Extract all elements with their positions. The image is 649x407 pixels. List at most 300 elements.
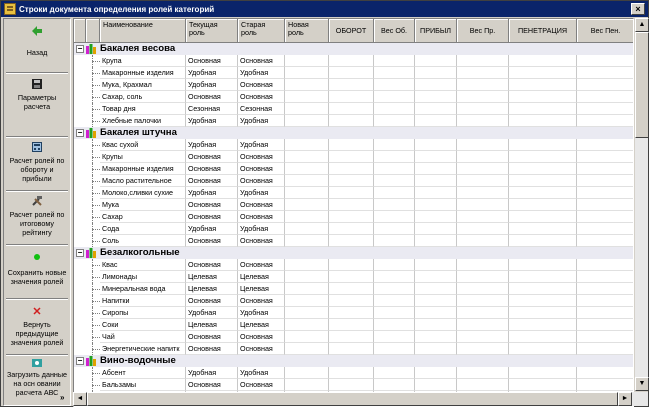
- back-label: Назад: [26, 48, 48, 57]
- tree-connector: [74, 259, 100, 271]
- header-old-role[interactable]: Старая роль: [238, 19, 285, 43]
- group-row[interactable]: [74, 247, 634, 259]
- cell-profit: [415, 283, 457, 295]
- cell-penetration-weight: [577, 115, 634, 127]
- cell-turnover-weight: [374, 175, 415, 187]
- cell-profit: [415, 67, 457, 79]
- cell-profit: [415, 151, 457, 163]
- cell-turnover: [329, 211, 374, 223]
- cell-penetration-weight: [577, 175, 634, 187]
- cell-name: Масло растительное: [100, 175, 186, 187]
- cell-penetration-weight: [577, 211, 634, 223]
- sidebar: [3, 18, 71, 406]
- table-row[interactable]: [74, 367, 634, 379]
- cell-profit: [415, 295, 457, 307]
- cell-current-role: Удобная: [186, 139, 238, 151]
- cell-old-role: Основная: [238, 199, 285, 211]
- table-row[interactable]: [74, 115, 634, 127]
- group-name: Бакалея штучна: [100, 127, 177, 138]
- header-tree: [86, 19, 100, 43]
- cell-turnover: [329, 283, 374, 295]
- cell-penetration-weight: [577, 295, 634, 307]
- cell-turnover-weight: [374, 319, 415, 331]
- cell-current-role: Основная: [186, 295, 238, 307]
- cell-name: Молоко,сливки сухие: [100, 187, 186, 199]
- cell-penetration-weight: [577, 343, 634, 355]
- cell-penetration-weight: [577, 367, 634, 379]
- table-row[interactable]: [74, 223, 634, 235]
- collapse-toggle[interactable]: −: [77, 128, 83, 137]
- group-row[interactable]: [74, 127, 634, 139]
- cell-turnover: [329, 343, 374, 355]
- cell-current-role: Основная: [186, 55, 238, 67]
- cell-penetration: [509, 235, 577, 247]
- cell-penetration: [509, 331, 577, 343]
- cell-penetration-weight: [577, 163, 634, 175]
- cell-profit-weight: [457, 187, 509, 199]
- cell-turnover-weight: [374, 67, 415, 79]
- cell-profit: [415, 343, 457, 355]
- cell-turnover: [329, 223, 374, 235]
- tree-connector: [74, 103, 100, 115]
- header-new-role[interactable]: Новая роль: [285, 19, 329, 43]
- cell-old-role: Удобная: [238, 139, 285, 151]
- cell-current-role: Основная: [186, 163, 238, 175]
- cell-current-role: Целевая: [186, 271, 238, 283]
- tree-connector: [74, 139, 100, 151]
- cell-new-role[interactable]: [285, 175, 329, 187]
- header-name[interactable]: Наименование: [100, 19, 186, 43]
- cell-turnover-weight: [374, 259, 415, 271]
- cell-profit: [415, 187, 457, 199]
- cell-profit: [415, 307, 457, 319]
- cell-penetration-weight: [577, 259, 634, 271]
- cell-old-role: Основная: [238, 79, 285, 91]
- table-row[interactable]: [74, 379, 634, 391]
- cell-name: Макаронные изделия: [100, 67, 186, 79]
- cell-penetration-weight: [577, 103, 634, 115]
- tree-connector: [74, 175, 100, 187]
- cell-current-role: Удобная: [186, 367, 238, 379]
- cell-name: Энергетические напитк: [100, 343, 186, 355]
- cell-penetration: [509, 91, 577, 103]
- cell-old-role: Удобная: [238, 67, 285, 79]
- table-row[interactable]: [74, 163, 634, 175]
- cell-new-role[interactable]: [285, 67, 329, 79]
- header-profit[interactable]: ПРИБЫЛ: [415, 19, 457, 43]
- cell-profit: [415, 139, 457, 151]
- cell-turnover: [329, 139, 374, 151]
- cell-turnover-weight: [374, 343, 415, 355]
- table-row[interactable]: [74, 67, 634, 79]
- table-row[interactable]: [74, 175, 634, 187]
- cell-new-role[interactable]: [285, 115, 329, 127]
- cell-turnover-weight: [374, 283, 415, 295]
- cell-old-role: Основная: [238, 211, 285, 223]
- cell-penetration: [509, 67, 577, 79]
- cell-name: Соль: [100, 235, 186, 247]
- table-row[interactable]: [74, 79, 634, 91]
- calc-turnover-label: Расчет ролей по обороту и прибыли: [9, 156, 65, 183]
- table-row[interactable]: [74, 295, 634, 307]
- table-row[interactable]: [74, 55, 634, 67]
- cell-new-role[interactable]: [285, 331, 329, 343]
- tree-connector: [74, 67, 100, 79]
- table-row[interactable]: [74, 151, 634, 163]
- cell-new-role[interactable]: [285, 79, 329, 91]
- table-row[interactable]: [74, 211, 634, 223]
- revert-roles-label: Вернуть предыдущие значения ролей: [10, 320, 64, 347]
- cell-current-role: Основная: [186, 175, 238, 187]
- cell-name: Чай: [100, 331, 186, 343]
- cell-penetration: [509, 151, 577, 163]
- params-label: Параметры расчета: [17, 93, 57, 111]
- vertical-scroll-thumb[interactable]: [635, 32, 649, 138]
- cell-new-role[interactable]: [285, 211, 329, 223]
- cell-turnover: [329, 199, 374, 211]
- cell-current-role: Сезонная: [186, 103, 238, 115]
- cell-profit: [415, 319, 457, 331]
- cell-profit-weight: [457, 79, 509, 91]
- category-icon: [86, 128, 96, 138]
- table-row[interactable]: [74, 283, 634, 295]
- cell-new-role[interactable]: [285, 283, 329, 295]
- cell-new-role[interactable]: [285, 151, 329, 163]
- cell-profit: [415, 235, 457, 247]
- cell-new-role[interactable]: [285, 307, 329, 319]
- expand-sidebar-button[interactable]: »: [60, 393, 65, 402]
- cell-name: Мука, Крахмал: [100, 79, 186, 91]
- cell-penetration: [509, 79, 577, 91]
- cell-penetration: [509, 295, 577, 307]
- cell-current-role: Удобная: [186, 223, 238, 235]
- cell-turnover-weight: [374, 307, 415, 319]
- cell-current-role: Основная: [186, 235, 238, 247]
- header-profit-weight[interactable]: Вес Пр.: [457, 19, 509, 43]
- cell-old-role: Основная: [238, 151, 285, 163]
- cell-new-role[interactable]: [285, 187, 329, 199]
- cell-new-role[interactable]: [285, 163, 329, 175]
- group-row[interactable]: [74, 43, 634, 55]
- cell-new-role[interactable]: [285, 319, 329, 331]
- header-current-role[interactable]: Текущая роль: [186, 19, 238, 43]
- cell-turnover: [329, 103, 374, 115]
- cell-penetration: [509, 223, 577, 235]
- cell-new-role[interactable]: [285, 199, 329, 211]
- tree-connector: [74, 163, 100, 175]
- cell-penetration-weight: [577, 319, 634, 331]
- scroll-up-button[interactable]: ▲: [635, 18, 649, 32]
- title-bar: [1, 1, 648, 17]
- save-roles-button[interactable]: [6, 247, 68, 299]
- tree-connector: [74, 307, 100, 319]
- cell-new-role[interactable]: [285, 379, 329, 391]
- cell-profit: [415, 79, 457, 91]
- red-x-icon: [32, 306, 42, 316]
- cell-profit-weight: [457, 367, 509, 379]
- tree-connector: [74, 283, 100, 295]
- load-abc-button[interactable]: [6, 357, 68, 397]
- tree-connector: [74, 211, 100, 223]
- table-row[interactable]: [74, 343, 634, 355]
- cell-old-role: Целевая: [238, 319, 285, 331]
- cell-new-role[interactable]: [285, 367, 329, 379]
- cell-current-role: Основная: [186, 331, 238, 343]
- cell-old-role: Основная: [238, 91, 285, 103]
- calc-rating-button[interactable]: [6, 193, 68, 245]
- collapse-toggle[interactable]: −: [77, 44, 83, 53]
- cell-old-role: Основная: [238, 331, 285, 343]
- params-button[interactable]: [6, 75, 68, 137]
- save-roles-label: Сохранить новые значения ролей: [7, 268, 67, 286]
- scroll-right-button[interactable]: ►: [618, 392, 632, 406]
- vertical-scrollbar[interactable]: [634, 18, 648, 391]
- cell-turnover-weight: [374, 103, 415, 115]
- cell-new-role[interactable]: [285, 103, 329, 115]
- cell-current-role: Удобная: [186, 307, 238, 319]
- table-row[interactable]: [74, 319, 634, 331]
- cell-penetration-weight: [577, 55, 634, 67]
- tree-connector: [74, 379, 100, 391]
- cell-old-role: Основная: [238, 379, 285, 391]
- cell-new-role[interactable]: [285, 271, 329, 283]
- cell-profit: [415, 259, 457, 271]
- cell-penetration: [509, 199, 577, 211]
- cell-penetration-weight: [577, 283, 634, 295]
- table-row[interactable]: [74, 199, 634, 211]
- cell-profit-weight: [457, 331, 509, 343]
- cell-old-role: Основная: [238, 295, 285, 307]
- cell-new-role[interactable]: [285, 55, 329, 67]
- cell-turnover: [329, 67, 374, 79]
- cell-penetration-weight: [577, 67, 634, 79]
- cell-turnover: [329, 235, 374, 247]
- table-row[interactable]: [74, 331, 634, 343]
- calc-turnover-button[interactable]: [6, 139, 68, 191]
- cell-turnover-weight: [374, 199, 415, 211]
- cell-penetration: [509, 103, 577, 115]
- cell-new-role[interactable]: [285, 139, 329, 151]
- tree-connector: [74, 271, 100, 283]
- cell-name: Макаронные изделия: [100, 163, 186, 175]
- cell-name: Сахар: [100, 211, 186, 223]
- cell-name: Соки: [100, 319, 186, 331]
- cell-profit-weight: [457, 151, 509, 163]
- cell-profit-weight: [457, 343, 509, 355]
- close-button[interactable]: ×: [631, 3, 645, 15]
- cell-penetration: [509, 283, 577, 295]
- cell-turnover-weight: [374, 151, 415, 163]
- cell-penetration-weight: [577, 271, 634, 283]
- cell-name: Бальзамы: [100, 379, 186, 391]
- table-row[interactable]: [74, 235, 634, 247]
- cell-penetration: [509, 379, 577, 391]
- grid-rows: [74, 43, 634, 403]
- cell-turnover-weight: [374, 223, 415, 235]
- tree-connector: [74, 91, 100, 103]
- cell-profit-weight: [457, 139, 509, 151]
- cell-penetration: [509, 163, 577, 175]
- cell-new-role[interactable]: [285, 223, 329, 235]
- cell-old-role: Удобная: [238, 115, 285, 127]
- cell-old-role: Удобная: [238, 187, 285, 199]
- cell-turnover-weight: [374, 331, 415, 343]
- cell-old-role: Удобная: [238, 307, 285, 319]
- cell-profit-weight: [457, 307, 509, 319]
- tree-connector: [74, 295, 100, 307]
- header-turnover-weight[interactable]: Вес Об.: [374, 19, 415, 43]
- cell-turnover-weight: [374, 295, 415, 307]
- cell-new-role[interactable]: [285, 343, 329, 355]
- cell-penetration: [509, 307, 577, 319]
- cell-turnover: [329, 259, 374, 271]
- cell-penetration-weight: [577, 379, 634, 391]
- cell-current-role: Основная: [186, 199, 238, 211]
- cell-old-role: Удобная: [238, 223, 285, 235]
- cell-new-role[interactable]: [285, 259, 329, 271]
- cell-profit: [415, 367, 457, 379]
- save-icon: [32, 79, 42, 89]
- table-row[interactable]: [74, 91, 634, 103]
- horizontal-scrollbar[interactable]: [73, 392, 648, 406]
- revert-roles-button[interactable]: [6, 301, 68, 355]
- cell-penetration-weight: [577, 139, 634, 151]
- cell-old-role: Целевая: [238, 283, 285, 295]
- cell-profit-weight: [457, 259, 509, 271]
- cell-penetration: [509, 259, 577, 271]
- category-icon: [86, 44, 96, 54]
- table-row[interactable]: [74, 187, 634, 199]
- header-expander: [74, 19, 86, 43]
- cell-current-role: Основная: [186, 379, 238, 391]
- table-row[interactable]: [74, 103, 634, 115]
- cell-turnover: [329, 367, 374, 379]
- cell-penetration: [509, 139, 577, 151]
- tree-connector: [74, 367, 100, 379]
- table-row[interactable]: [74, 307, 634, 319]
- cell-name: Квас: [100, 259, 186, 271]
- cell-profit: [415, 103, 457, 115]
- cell-new-role[interactable]: [285, 235, 329, 247]
- cell-turnover: [329, 319, 374, 331]
- cell-penetration-weight: [577, 79, 634, 91]
- cell-name: Мука: [100, 199, 186, 211]
- cell-penetration: [509, 271, 577, 283]
- collapse-toggle[interactable]: −: [77, 356, 83, 365]
- scroll-left-button[interactable]: ◄: [73, 392, 87, 406]
- header-penetration[interactable]: ПЕНЕТРАЦИЯ: [509, 19, 577, 43]
- cell-profit: [415, 115, 457, 127]
- tree-connector: [74, 319, 100, 331]
- table-row[interactable]: [74, 271, 634, 283]
- cell-old-role: Целевая: [238, 271, 285, 283]
- back-button[interactable]: [6, 21, 68, 73]
- cell-old-role: Основная: [238, 259, 285, 271]
- cell-penetration-weight: [577, 307, 634, 319]
- scroll-down-button[interactable]: ▼: [635, 377, 649, 391]
- cell-name: Лимонады: [100, 271, 186, 283]
- cell-turnover: [329, 91, 374, 103]
- group-row[interactable]: [74, 355, 634, 367]
- cell-name: Напитки: [100, 295, 186, 307]
- tools-icon: [32, 196, 42, 206]
- group-name: Бакалея весова: [100, 43, 176, 54]
- cell-profit-weight: [457, 115, 509, 127]
- cell-penetration: [509, 187, 577, 199]
- cell-turnover-weight: [374, 187, 415, 199]
- cell-new-role[interactable]: [285, 91, 329, 103]
- cell-current-role: Удобная: [186, 67, 238, 79]
- tree-connector: [74, 343, 100, 355]
- category-icon: [86, 248, 96, 258]
- cell-name: Минеральная вода: [100, 283, 186, 295]
- cell-profit-weight: [457, 103, 509, 115]
- cell-profit-weight: [457, 319, 509, 331]
- cell-current-role: Основная: [186, 151, 238, 163]
- tree-connector: [74, 115, 100, 127]
- cell-new-role[interactable]: [285, 295, 329, 307]
- cell-turnover: [329, 163, 374, 175]
- cell-profit-weight: [457, 223, 509, 235]
- cell-name: Сахар, соль: [100, 91, 186, 103]
- cell-old-role: Основная: [238, 163, 285, 175]
- cell-name: Крупа: [100, 55, 186, 67]
- cell-name: Абсент: [100, 367, 186, 379]
- cell-profit-weight: [457, 55, 509, 67]
- cell-profit: [415, 55, 457, 67]
- cell-profit: [415, 175, 457, 187]
- cell-turnover-weight: [374, 235, 415, 247]
- cell-current-role: Удобная: [186, 115, 238, 127]
- cell-profit-weight: [457, 235, 509, 247]
- cell-penetration-weight: [577, 199, 634, 211]
- cell-old-role: Основная: [238, 175, 285, 187]
- table-row[interactable]: [74, 259, 634, 271]
- cell-profit: [415, 331, 457, 343]
- table-row[interactable]: [74, 139, 634, 151]
- horizontal-scroll-thumb[interactable]: [87, 392, 618, 406]
- cell-profit: [415, 91, 457, 103]
- cell-turnover-weight: [374, 139, 415, 151]
- window-title: Строки документа определения ролей категорий: [19, 4, 215, 14]
- cell-current-role: Целевая: [186, 283, 238, 295]
- cell-turnover: [329, 115, 374, 127]
- cell-current-role: Основная: [186, 259, 238, 271]
- cell-profit-weight: [457, 211, 509, 223]
- cell-profit: [415, 271, 457, 283]
- cell-profit-weight: [457, 91, 509, 103]
- collapse-toggle[interactable]: −: [77, 248, 83, 257]
- cell-name: Сода: [100, 223, 186, 235]
- cell-old-role: Основная: [238, 235, 285, 247]
- header-penetration-weight[interactable]: Вес Пен.: [577, 19, 634, 43]
- cell-penetration-weight: [577, 235, 634, 247]
- cell-name: Товар дня: [100, 103, 186, 115]
- cell-penetration: [509, 343, 577, 355]
- header-turnover[interactable]: ОБОРОТ: [329, 19, 374, 43]
- grid-header: [74, 19, 634, 43]
- cell-profit-weight: [457, 283, 509, 295]
- cell-profit-weight: [457, 175, 509, 187]
- cell-turnover-weight: [374, 55, 415, 67]
- green-dot-icon: [32, 252, 42, 262]
- cell-turnover: [329, 175, 374, 187]
- cell-old-role: Основная: [238, 343, 285, 355]
- cell-name: Хлебные палочки: [100, 115, 186, 127]
- cell-turnover: [329, 331, 374, 343]
- cell-current-role: Удобная: [186, 187, 238, 199]
- group-name: Вино-водочные: [100, 355, 176, 366]
